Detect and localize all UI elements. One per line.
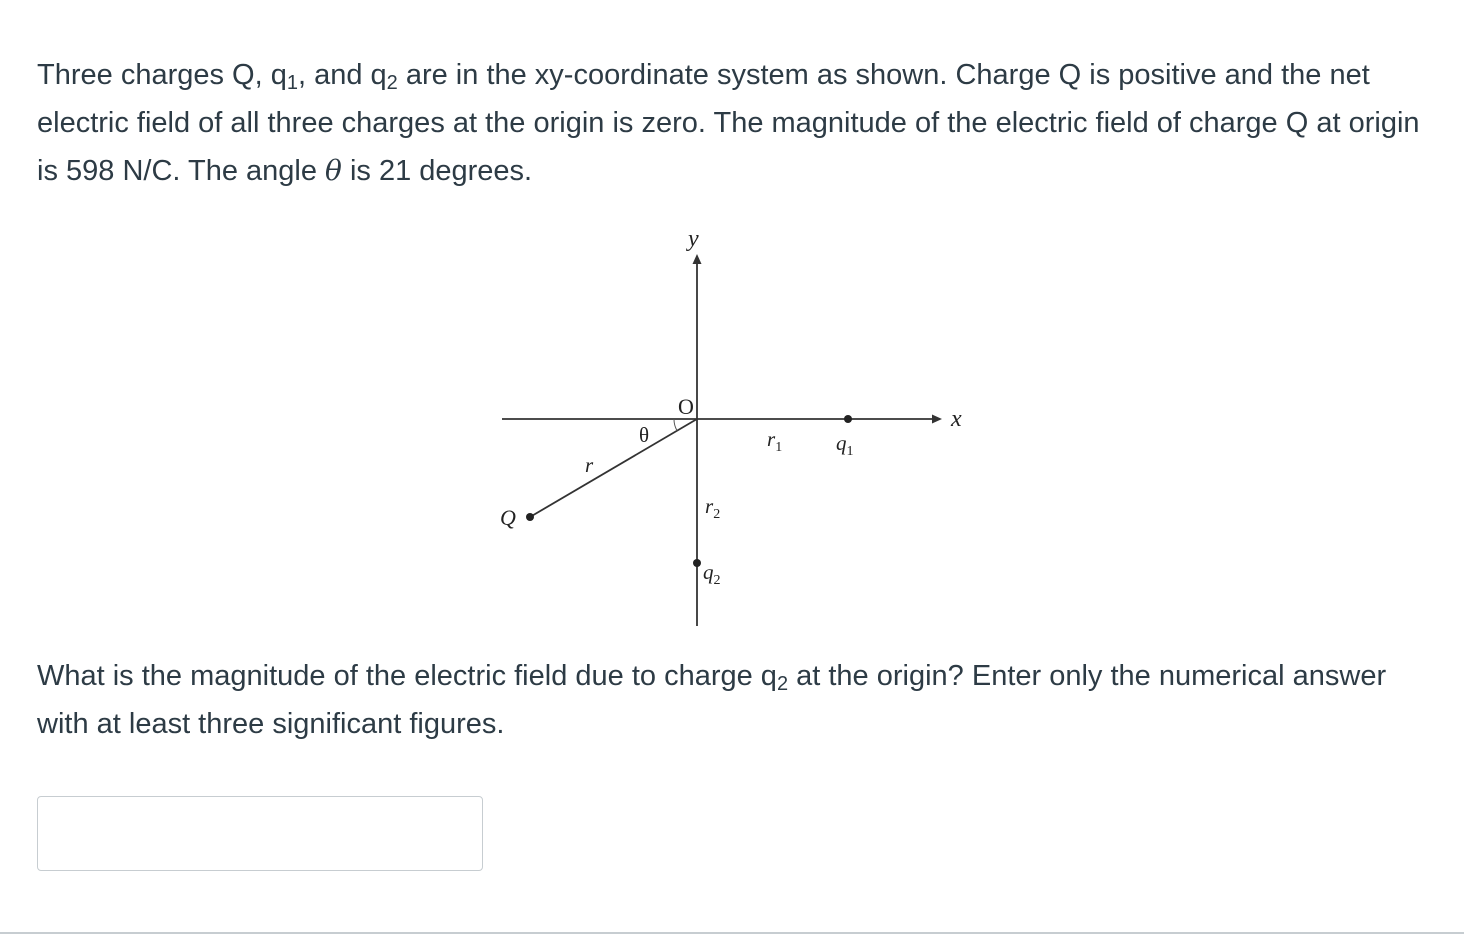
problem-text-part2: , and q [297, 59, 387, 91]
r2-label [705, 494, 720, 522]
x-axis-label: x [951, 406, 962, 432]
charge-Q-dot [526, 513, 534, 521]
problem-text-part4: is 21 degrees. [341, 155, 533, 187]
charge-q2-dot [693, 559, 701, 567]
subscript-1: 1 [286, 72, 298, 94]
Q-label: Q [500, 505, 516, 530]
subscript-2: 2 [386, 72, 398, 94]
charge-q1-dot [844, 415, 852, 423]
q1-label-main: q [836, 431, 847, 455]
question-subscript: 2 [776, 673, 789, 695]
q2-label [703, 560, 721, 588]
q2-label-sub: 2 [713, 573, 721, 588]
charge-diagram [490, 222, 990, 632]
problem-text-part1: Three charges Q, q [37, 59, 287, 91]
question-statement [37, 652, 1437, 748]
angle-arc [674, 419, 677, 431]
problem-text-part3: are in the xy-coordinate system as shown. Charge Q is positive and the net electric field of all three charges at the origin is zero. The magnitude of the electric field of charge Q at origin is 598 N/C. The angle [37, 59, 1420, 187]
problem-statement [37, 51, 1437, 195]
r1-label-sub: 1 [775, 440, 783, 455]
y-axis-label: y [688, 226, 699, 252]
y-axis-arrowhead [693, 254, 702, 264]
origin-label: O [678, 394, 694, 419]
r-label: r [585, 453, 594, 477]
r1-label-main: r [767, 427, 776, 451]
q1-label [836, 431, 854, 459]
q1-label-sub: 1 [846, 444, 854, 459]
r2-label-main: r [705, 494, 714, 518]
x-axis-arrowhead [932, 415, 942, 424]
theta-symbol: θ [325, 154, 342, 187]
r2-label-sub: 2 [713, 507, 721, 522]
angle-label: θ [639, 423, 650, 447]
question-text-part2: at the origin? Enter only the numerical answer with at least three significant figures. [37, 660, 1387, 740]
question-text-part1: What is the magnitude of the electric field due to charge q [37, 660, 777, 692]
q2-label-main: q [703, 560, 714, 584]
r1-label [767, 427, 782, 455]
answer-input[interactable] [37, 796, 483, 871]
r-line [530, 419, 697, 517]
